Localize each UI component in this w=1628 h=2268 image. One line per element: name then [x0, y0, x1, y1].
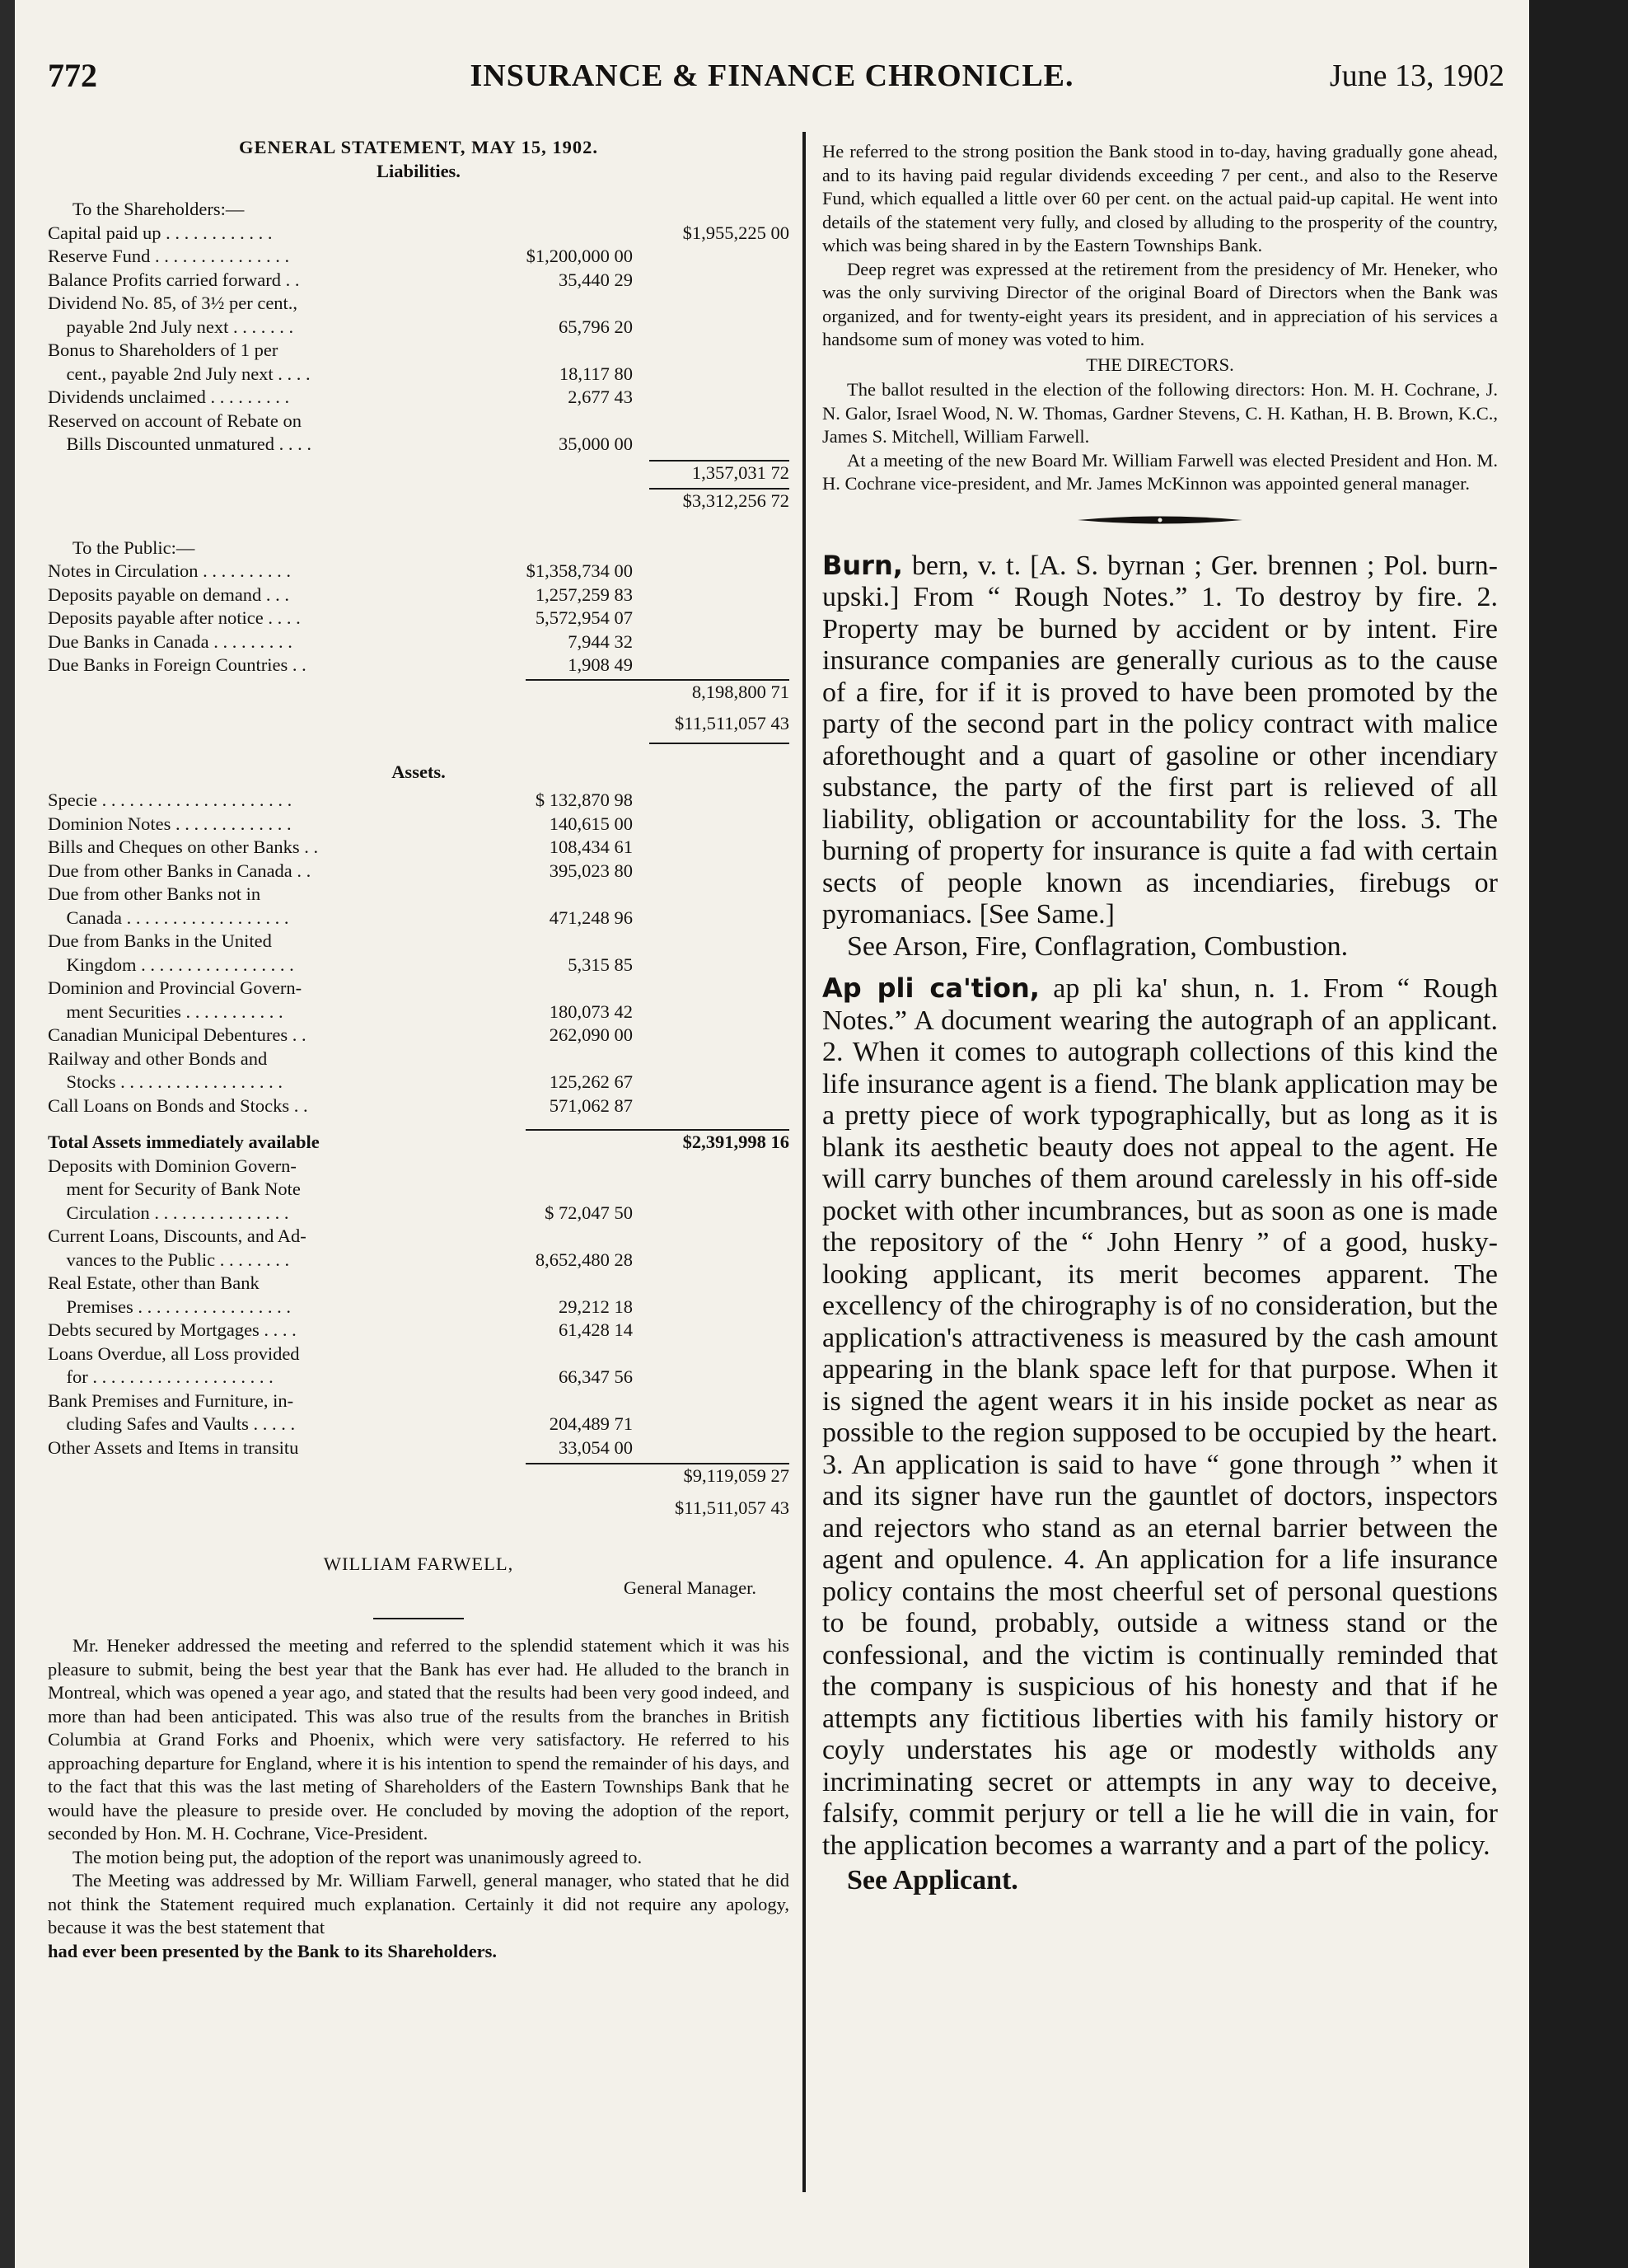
table-row	[48, 560, 789, 583]
table-row	[48, 813, 789, 836]
assets-subtotal-row	[48, 1464, 789, 1488]
row-label: Deposits with Dominion Govern-	[48, 1155, 297, 1176]
ornament-divider-icon	[822, 514, 1498, 530]
page-number: 772	[48, 57, 97, 94]
table-row	[48, 1047, 789, 1071]
row-label: Reserve Fund . . . . . . . . . . . . . . .	[48, 246, 290, 266]
row-amount: 65,796 20	[559, 316, 633, 337]
statement-subtitle: Liabilities.	[377, 160, 461, 181]
row-amount: 262,090 00	[549, 1024, 633, 1045]
row-label: ment for Security of Bank Note	[48, 1179, 301, 1199]
table-row	[48, 269, 789, 293]
row-label: Due Banks in Foreign Countries . .	[48, 654, 306, 675]
table-row	[48, 630, 789, 654]
row-label: payable 2nd July next . . . . . . .	[48, 316, 294, 337]
public-subtotal: 8,198,800 71	[691, 681, 789, 702]
shareholders-heading: To the Shareholders:—	[73, 199, 245, 219]
table-row	[48, 654, 789, 677]
row-amount: 108,434 61	[549, 836, 633, 857]
table-row	[48, 363, 789, 387]
table-row	[48, 930, 789, 954]
row-label: Call Loans on Bonds and Stocks . .	[48, 1094, 308, 1116]
signature-title: General Manager.	[623, 1577, 756, 1598]
row-amount: $ 72,047 50	[545, 1202, 633, 1223]
row-label: Notes in Circulation . . . . . . . . . .	[48, 560, 291, 581]
row-amount: 66,347 56	[559, 1366, 633, 1387]
table-row	[48, 860, 789, 883]
table-row	[48, 292, 789, 316]
row-amount: $1,358,734 00	[526, 560, 633, 581]
row-amount: 2,677 43	[568, 387, 633, 407]
table-row	[48, 1178, 789, 1202]
row-total: $1,955,225 00	[682, 222, 789, 243]
entry-burn	[822, 550, 1498, 931]
row-amount: 8,652,480 28	[535, 1249, 633, 1270]
table-row	[48, 316, 789, 340]
rule	[373, 1618, 464, 1619]
table-row	[48, 339, 789, 363]
row-label: Due Banks in Canada . . . . . . . . .	[48, 630, 292, 652]
liabilities-total-row	[48, 712, 789, 736]
left-paragraph-2: The motion being put, the adoption of the report was unanimously agreed to.	[73, 1846, 643, 1867]
table-row	[48, 1024, 789, 1047]
row-label: Due from Banks in the United	[48, 930, 272, 951]
row-label: Reserved on account of Rebate on	[48, 410, 302, 431]
table-row	[48, 1071, 789, 1094]
row-amount: 35,000 00	[559, 433, 633, 454]
table-row	[48, 1389, 789, 1413]
row-amount: 1,257,259 83	[535, 583, 633, 605]
row-label: vances to the Public . . . . . . . .	[48, 1249, 290, 1270]
assets-total-row	[48, 1497, 789, 1521]
left-paragraph-3: The Meeting was addressed by Mr. William Farwell, general manager, who stated that he did not think the Statement required much explanation. Certainly it did not require any apology, because it was the best statement that	[48, 1870, 789, 1938]
entry-application	[822, 972, 1498, 1862]
table-row	[48, 1366, 789, 1389]
table-row	[48, 954, 789, 977]
public-subtotal-row	[48, 681, 789, 705]
right-paragraph-1: He referred to the strong position the Bank stood in to-day, having gradually gone ahead, and to its having paid regular dividends exceeding 7 per cent., and also to the Reserve Fund, which equalled a little over 60 per cent. on the actual paid-up capital. He went into details of the statement very fully, and closed by alluding to the prosperity of the country, which was being shared in by the Eastern Townships Bank.	[822, 141, 1498, 255]
row-label: Dominion Notes . . . . . . . . . . . . .	[48, 813, 292, 834]
row-label: Balance Profits carried forward . .	[48, 269, 300, 290]
table-row	[48, 836, 789, 860]
issue-date: June 13, 1902	[1329, 59, 1504, 93]
row-label: Capital paid up . . . . . . . . . . . .	[48, 222, 273, 243]
public-rows	[48, 560, 789, 677]
row-label: Railway and other Bonds and	[48, 1047, 268, 1069]
row-amount: 395,023 80	[549, 860, 633, 881]
row-amount: 571,062 87	[549, 1094, 633, 1116]
table-row	[48, 1436, 789, 1460]
row-amount: 1,908 49	[568, 654, 633, 675]
assets-subtotal: $9,119,059 27	[683, 1465, 789, 1486]
row-amount: 125,262 67	[549, 1071, 633, 1092]
row-amount: 204,489 71	[549, 1413, 633, 1434]
row-label: cent., payable 2nd July next . . . .	[48, 363, 311, 384]
row-label: Stocks . . . . . . . . . . . . . . . . . .	[48, 1071, 283, 1092]
assets-rows-other	[48, 1155, 789, 1460]
row-label: Current Loans, Discounts, and Ad-	[48, 1225, 306, 1246]
table-row	[48, 607, 789, 630]
table-row	[48, 386, 789, 410]
column-divider	[802, 132, 806, 2192]
shareholders-rows	[48, 222, 789, 457]
application-see-also: See Applicant.	[847, 1865, 1018, 1895]
row-amount: 61,428 14	[559, 1319, 633, 1340]
row-amount: 5,572,954 07	[535, 607, 633, 628]
left-paragraph-1: Mr. Heneker addressed the meeting and referred to the splendid statement which it was his pleasure to submit, being the best year that the Bank has ever had. He alluded to the branch in Montreal, which was opened a year ago, and stated that the results had been very good indeed, and more than had been anticipated. This was also true of the results from the branches in British Columbia at Grand Forks and Phoenix, which were very satisfactory. He referred to his approaching departure for England, where it is his intention to spend the remainder of his days, and to the fact that this was the last meting of Shareholders of the Eastern Townships Bank that he would have the pleasure to preside over. He concluded by moving the adoption of the report, seconded by Hon. M. H. Cochrane, Vice-President.	[48, 1635, 789, 1844]
row-label: for . . . . . . . . . . . . . . . . . . . .	[48, 1366, 274, 1387]
row-amount: 33,054 00	[559, 1436, 633, 1458]
row-amount: 29,212 18	[559, 1296, 633, 1317]
row-label: Bills and Cheques on other Banks . .	[48, 836, 319, 857]
row-label: cluding Safes and Vaults . . . . .	[48, 1413, 296, 1434]
row-label: Real Estate, other than Bank	[48, 1272, 260, 1293]
shareholders-total: $3,312,256 72	[682, 490, 789, 511]
table-row	[48, 410, 789, 433]
row-label: Premises . . . . . . . . . . . . . . . . .	[48, 1296, 291, 1317]
table-row	[48, 245, 789, 269]
table-row	[48, 433, 789, 457]
row-label: Due from other Banks not in	[48, 883, 261, 904]
right-paragraph-3: The ballot resulted in the election of the following directors: Hon. M. H. Cochrane, J. N. Galor, Israel Wood, N. W. Thomas, Gardner Stevens, C. H. Kathan, H. B. Brown, K.C., James S. Mitchell, William Farwell.	[822, 379, 1498, 447]
row-amount: 180,073 42	[549, 1000, 633, 1022]
table-row	[48, 583, 789, 607]
row-label: Due from other Banks in Canada . .	[48, 860, 311, 881]
liabilities-total: $11,511,057 43	[675, 713, 789, 733]
left-paragraph-3-end: had ever been presented by the Bank to its Shareholders.	[48, 1940, 498, 1961]
row-label: Loans Overdue, all Loss provided	[48, 1343, 300, 1364]
table-row	[48, 1272, 789, 1296]
row-label: Deposits payable on demand . . .	[48, 583, 290, 605]
row-amount: 140,615 00	[549, 813, 633, 834]
row-label: Bank Premises and Furniture, in-	[48, 1389, 294, 1411]
rule	[649, 743, 789, 744]
row-amount: 18,117 80	[559, 363, 633, 384]
right-column	[822, 140, 1498, 1897]
table-row	[48, 1000, 789, 1024]
signature-name: WILLIAM FARWELL,	[323, 1553, 514, 1574]
assets-heading: Assets.	[391, 761, 446, 782]
row-amount: 7,944 32	[568, 630, 633, 652]
assets-total: $11,511,057 43	[675, 1497, 789, 1518]
right-paragraph-4: At a meeting of the new Board Mr. William Farwell was elected President and Hon. M. H. Cochrane vice-president, and Mr. James McKinnon was appointed general manager.	[822, 449, 1498, 494]
statement-title: GENERAL STATEMENT, MAY 15, 1902.	[238, 137, 598, 157]
directors-heading: THE DIRECTORS.	[1086, 354, 1234, 375]
table-row	[48, 1094, 789, 1118]
shareholders-total-row	[48, 490, 789, 513]
row-label: Canada . . . . . . . . . . . . . . . . . .	[48, 907, 289, 928]
row-amount: $ 132,870 98	[535, 790, 633, 810]
page-header	[15, 49, 1529, 107]
row-label: Other Assets and Items in transitu	[48, 1436, 299, 1458]
table-row	[48, 222, 789, 246]
table-row	[48, 1319, 789, 1343]
table-row	[48, 789, 789, 813]
table-row	[48, 1296, 789, 1319]
table-row	[48, 883, 789, 907]
newspaper-page	[15, 0, 1529, 2268]
table-row	[48, 1343, 789, 1366]
row-label: Kingdom . . . . . . . . . . . . . . . . .	[48, 954, 294, 975]
row-label: Bonus to Shareholders of 1 per	[48, 340, 278, 360]
dictionary-section	[822, 550, 1498, 1897]
row-label: ment Securities . . . . . . . . . . .	[48, 1000, 283, 1022]
row-label: Specie . . . . . . . . . . . . . . . . . . . . .	[48, 790, 292, 810]
table-row	[48, 1202, 789, 1225]
right-paragraph-2: Deep regret was expressed at the retirement from the presidency of Mr. Heneker, who was the only surviving Director of the original Board of Directors when the Bank was organized, and for twenty-eight years its president, and in appreciation of his services a handsome sum of money was voted to him.	[822, 258, 1498, 349]
row-label: Circulation . . . . . . . . . . . . . . .	[48, 1202, 289, 1223]
row-amount: 5,315 85	[568, 954, 633, 975]
row-label: Canadian Municipal Debentures . .	[48, 1024, 306, 1045]
assets-available-total: $2,391,998 16	[682, 1132, 789, 1152]
table-row	[48, 1249, 789, 1272]
table-row	[48, 977, 789, 1000]
row-label: Bills Discounted unmatured . . . .	[48, 433, 311, 454]
publication-title: INSURANCE & FINANCE CHRONICLE.	[470, 59, 1074, 93]
application-definition: ap pli ka' shun, n. 1. From “ Rough Notes.” A document wearing the autograph of an applicant. 2. When it comes to autograph collections of this kind the life insurance agent is a fiend. The blank application may be a pretty piece of work typographically, but as long as it is blank its aesthetic beauty does not appeal to the agent. He will carry bunches of them around carelessly in his off-side pocket with other incumbrances, but as soon as one is made the repository of the “ John Henry ” of a good, husky-looking applicant, its merit becomes apparent. The excellency of the chirography is of no consideration, but the application's attractiveness is measured by the cash amount appearing in the blank space left for that purpose. When it is signed the agent wears it in his inside pocket as near as possible to the region supposed to be occupied by the heart. 3. An application is said to have “ gone through ” when it and its signer have run the gauntlet of doctors, inspectors and rejectors who stand as an eternal barrier between the agent and opulence. 4. An application for a life insurance policy contains the most cheerful set of personal questions to be found, probably, outside a witness stand or the confessional, and the victim is continually reminded that the company is suspicious of his honesty and that if he attempts any fictitious liberties with his family history or coyly understates his age or modestly witholds any incriminating secret or attempts in any way to deceive, falsify, commit perjury or tell a lie he will die in vain, for the application becomes a warranty and a part of the policy.	[822, 973, 1498, 1861]
public-heading: To the Public:—	[73, 537, 195, 558]
row-label: Dividend No. 85, of 3½ per cent.,	[48, 293, 298, 313]
headword-burn: Burn,	[822, 549, 903, 581]
burn-definition: bern, v. t. [A. S. byrnan ; Ger. brennen ; Pol. burn-upski.] From “ Rough Notes.” 1. To destroy by fire. 2. Property may be burned by accident or by intent. Fire insurance companies are generally curious as to the cause of a fire, for if it is proved to have been promoted by the party of the second part in the policy contract with malice aforethought and a quart of gasoline or other incendiary substance, the party of the first part is relieved of all liability, obligation or accountability for the loss. 3. The burning of property for insurance is quite a fad with certain sects of people known as incendiaries, firebugs or pyromaniacs. [See Same.]	[822, 550, 1498, 930]
scan-right-edge	[1529, 0, 1628, 2268]
row-label: Dominion and Provincial Govern-	[48, 977, 302, 998]
row-label: Deposits payable after notice . . . .	[48, 607, 301, 628]
table-row	[48, 907, 789, 930]
left-column	[48, 136, 789, 1963]
table-row	[48, 1155, 789, 1179]
shareholders-subtotal: 1,357,031 72	[691, 462, 789, 483]
assets-rows-immediate	[48, 789, 789, 1118]
headword-application: Ap pli ca'tion,	[822, 972, 1040, 1004]
assets-available-row	[48, 1131, 789, 1155]
table-row	[48, 1225, 789, 1249]
row-amount: 471,248 96	[549, 907, 633, 928]
assets-available-label: Total Assets immediately available	[48, 1132, 320, 1152]
burn-see-also: See Arson, Fire, Conflagration, Combustion.	[847, 930, 1349, 962]
row-amount: 35,440 29	[559, 269, 633, 290]
row-label: Dividends unclaimed . . . . . . . . .	[48, 387, 290, 407]
shareholders-subtotal-row	[48, 462, 789, 485]
row-label: Debts secured by Mortgages . . . .	[48, 1319, 297, 1340]
table-row	[48, 1413, 789, 1436]
row-amount: $1,200,000 00	[526, 246, 633, 266]
